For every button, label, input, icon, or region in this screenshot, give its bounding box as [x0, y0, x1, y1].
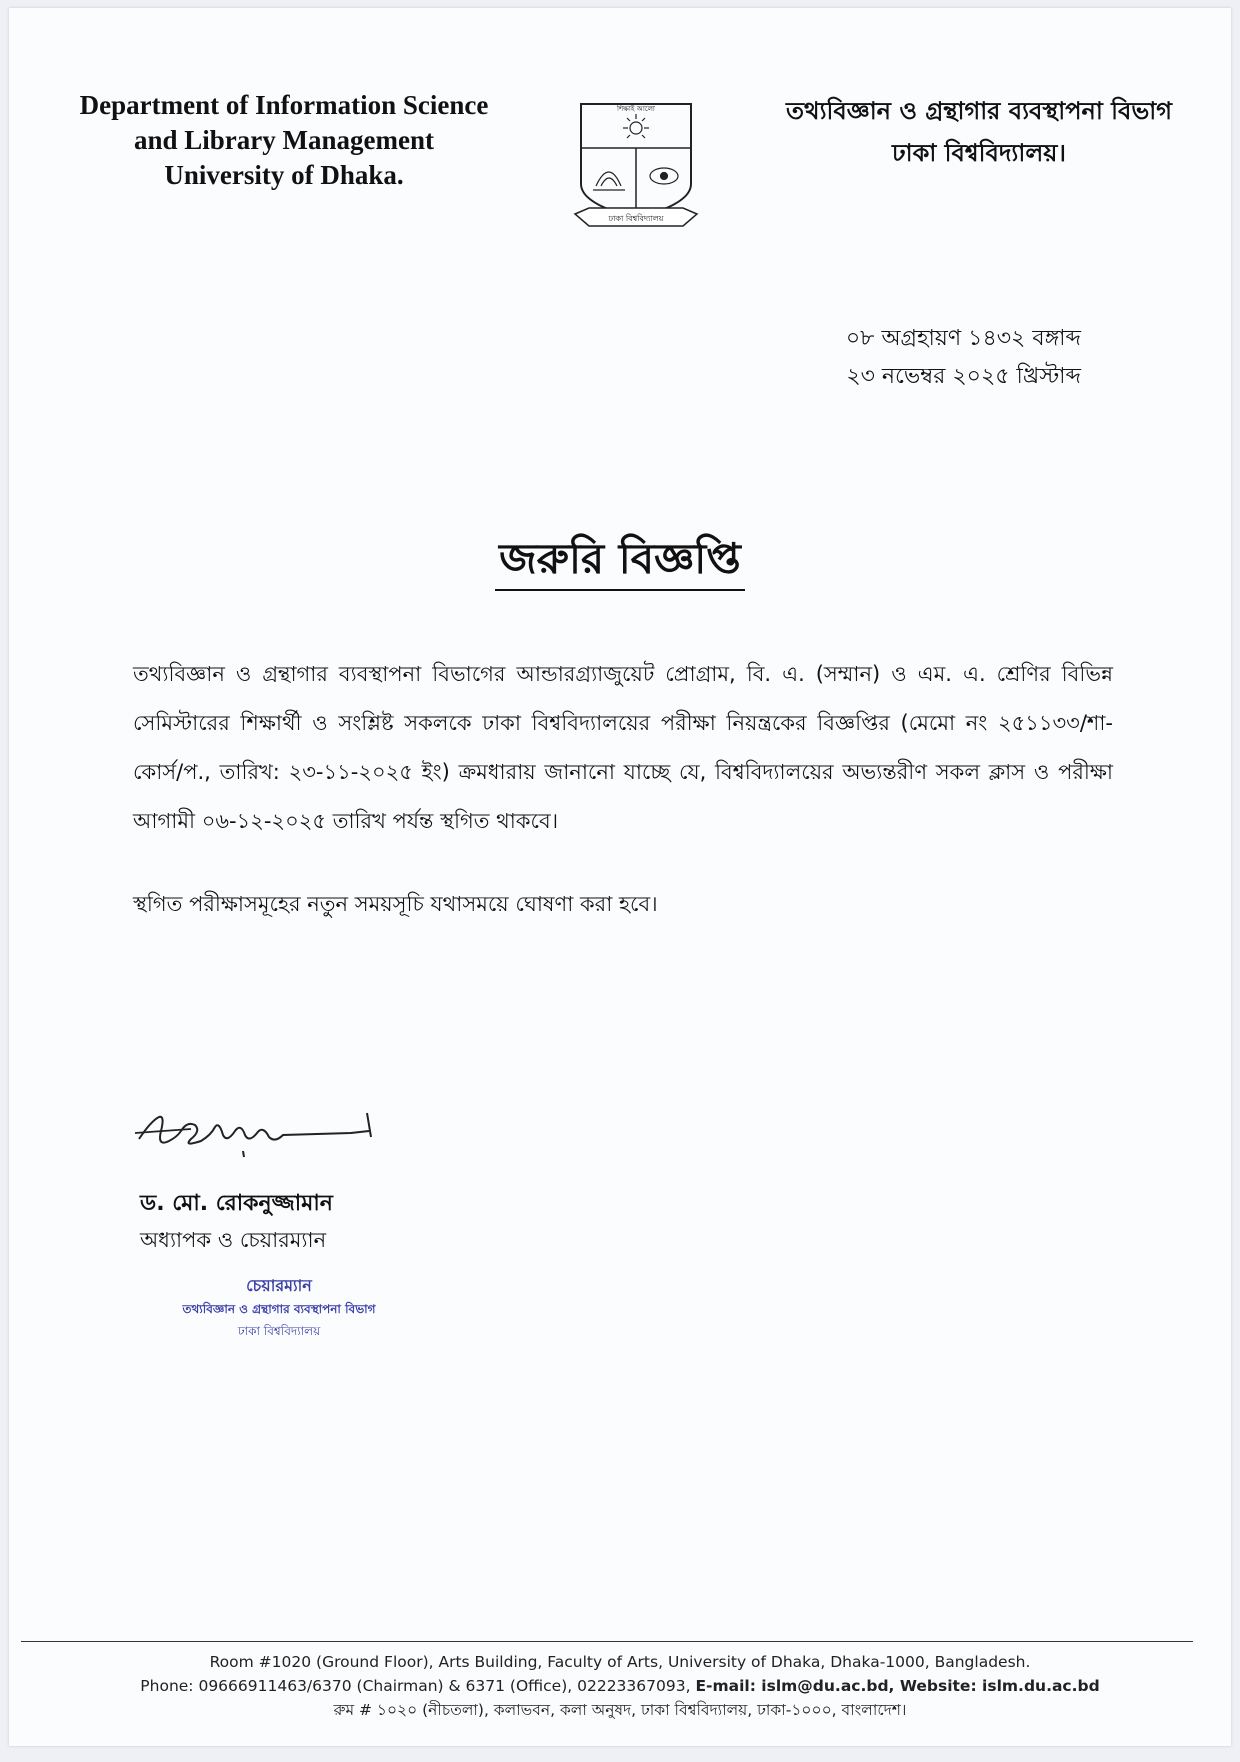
header-english: [49, 88, 519, 193]
footer-address-bn: রুম # ১০২০ (নীচতলা), কলাভবন, কলা অনুষদ, ঢাকা বিশ্ববিদ্যালয়, ঢাকা-১০০০, বাংলাদেশ।: [333, 1701, 907, 1719]
footer-divider: [21, 1641, 1193, 1642]
footer-website[interactable]: islm.du.ac.bd: [982, 1677, 1100, 1695]
university-logo: [571, 96, 701, 236]
footer-phone: Phone: 09666911463/6370 (Chairman) & 6371 (Office), 02223367093,: [140, 1677, 696, 1695]
motto-label: শিক্ষাই আলো: [617, 105, 655, 113]
seal-line-3: ঢাকা বিশ্ববিদ্যালয়: [237, 1324, 321, 1338]
body-paragraph-2: স্থগিত পরীক্ষাসমূহের নতুন সময়সূচি যথাসময়ে ঘোষণা করা হবে।: [133, 892, 658, 916]
footer-contact: [9, 1674, 1231, 1698]
logo-banner-text: ঢাকা বিশ্ববিদ্যালয়: [608, 214, 664, 223]
official-seal: [159, 1274, 399, 1342]
signatory-name: ড. মো. রোকনুজ্জামান: [140, 1191, 333, 1216]
header-english-line: University of Dhaka.: [164, 160, 404, 190]
signature: [131, 1091, 431, 1171]
footer-email[interactable]: islm@du.ac.bd: [761, 1677, 889, 1695]
header-bangla-line: ঢাকা বিশ্ববিদ্যালয়।: [892, 139, 1066, 167]
header-bangla: [759, 90, 1199, 174]
notice-body: [133, 650, 1113, 929]
header-english-line: Department of Information Science: [79, 90, 489, 120]
motto-text: [616, 105, 656, 113]
notice-date: [846, 320, 1081, 396]
seal-line-1: চেয়ারম্যান: [246, 1276, 312, 1295]
footer-address-en: Room #1020 (Ground Floor), Arts Building, Faculty of Arts, University of Dhaka, Dhaka-1000, Bangladesh.: [209, 1653, 1031, 1671]
footer: [9, 1650, 1231, 1722]
header-english-line: and Library Management: [134, 125, 434, 155]
seal-line-2: তথ্যবিজ্ঞান ও গ্রন্থাগার ব্যবস্থাপনা বিভাগ: [182, 1302, 376, 1316]
footer-website-label: , Website:: [888, 1677, 983, 1695]
date-gregorian: ২৩ নভেম্বর ২০২৫ খ্রিস্টাব্দ: [846, 364, 1081, 389]
notice-page: [9, 8, 1231, 1746]
body-paragraph-1: তথ্যবিজ্ঞান ও গ্রন্থাগার ব্যবস্থাপনা বিভাগের আন্ডারগ্র্যাজুয়েট প্রোগ্রাম, বি. এ. (সম্মান) ও এম. এ. শ্রেণির বিভিন্ন সেমিস্টারের শিক্ষার্থী ও সংশ্লিষ্ট সকলকে ঢাকা বিশ্ববিদ্যালয়ের পরীক্ষা নিয়ন্ত্রকের বিজ্ঞপ্তির (মেমো নং ২৫১১৩৩/শা-কোর্স/প., তারিখ: ২৩-১১-২০২৫ ইং) ক্রমধারায় জানানো যাচ্ছে যে, বিশ্ববিদ্যালয়ের অভ্যন্তরীণ সকল ক্লাস ও পরীক্ষা আগামী ০৬-১২-২০২৫ তারিখ পর্যন্ত স্থগিত থাকবে।: [133, 662, 1113, 833]
date-bangla-calendar: ০৮ অগ্রহায়ণ ১৪৩২ বঙ্গাব্দ: [845, 326, 1081, 351]
notice-title: জরুরি বিজ্ঞপ্তি: [495, 534, 745, 591]
signatory-designation: অধ্যাপক ও চেয়ারম্যান: [140, 1228, 327, 1252]
footer-email-label: E-mail:: [695, 1677, 762, 1695]
notice-title-wrap: [9, 526, 1231, 597]
header-bangla-line: তথ্যবিজ্ঞান ও গ্রন্থাগার ব্যবস্থাপনা বিভাগ: [786, 97, 1172, 125]
